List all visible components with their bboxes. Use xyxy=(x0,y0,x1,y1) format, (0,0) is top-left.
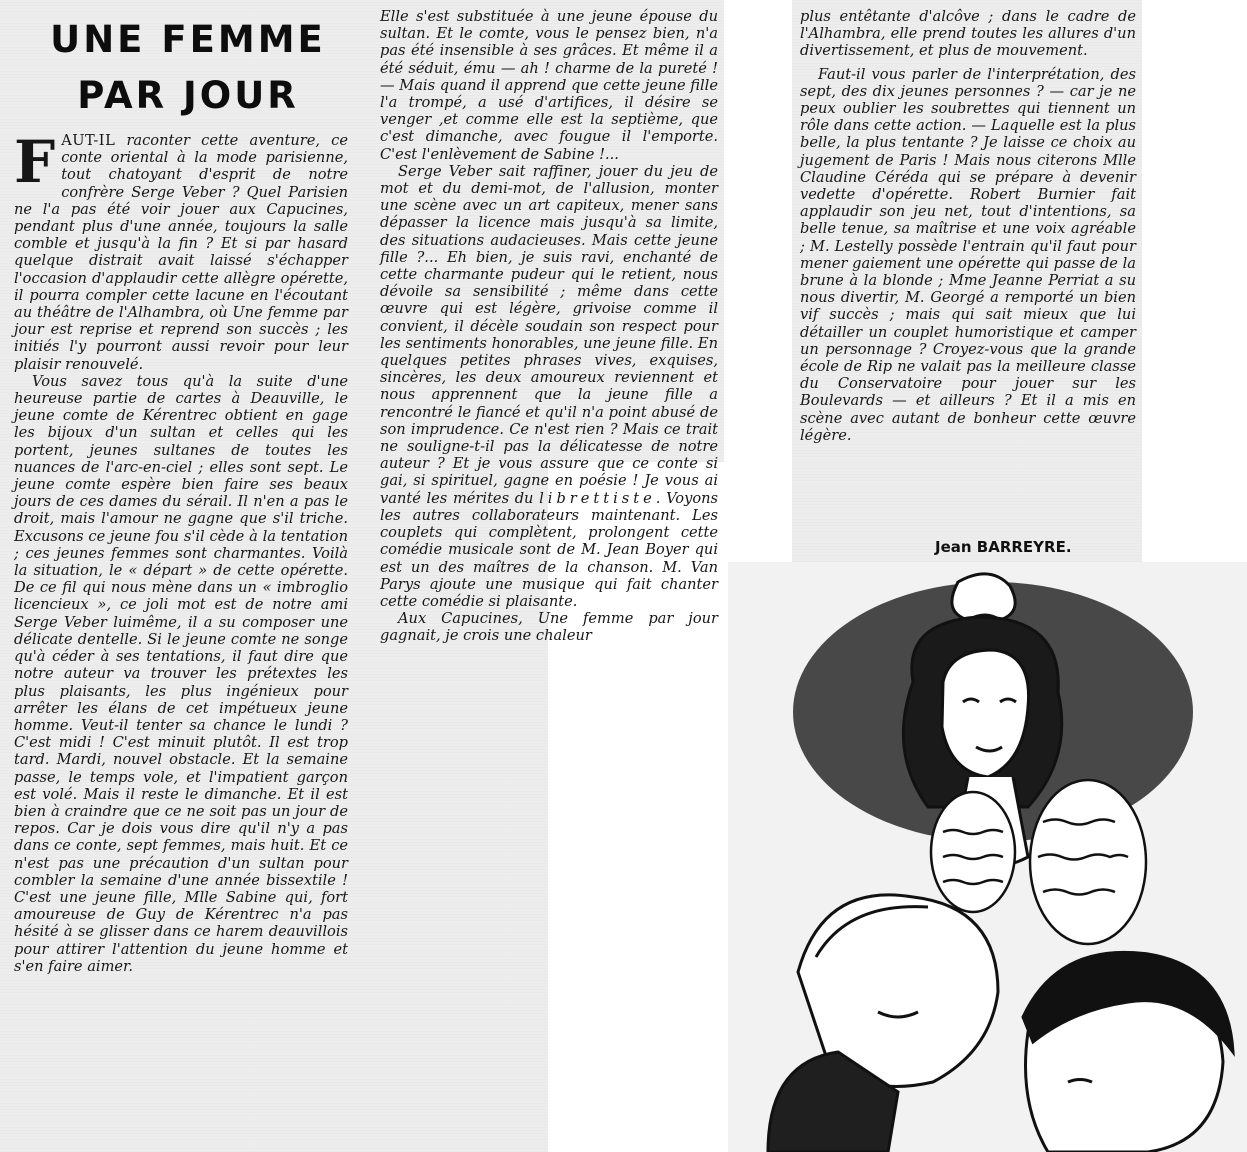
column-1-paragraph-2: Vous savez tous qu'à la suite d'une heureuse partie de cartes à Deauville, le jeune comte de Kérentrec obtient en gage les bijoux d'un sultan et celles qui les portent, jeunes sultanes de toutes les nuances de l'arc-en-ciel ; elles sont sept. Le jeune comte espère bien faire ses beaux jours de ces dames du sérail. Il n'en a pas le droit, mais l'amour ne gagne que s'il triche. Excusons ce jeune fou s'il cède à la tentation ; ces jeunes femmes sont charmantes. Voilà la situation, le « départ » de cette opérette. De ce fil qui nous mène dans un « imbroglio licencieux », ce joli mot est de notre ami Serge Veber luimême, il a su composer une délicate dentelle. Si le jeune comte ne songe qu'à céder à ses tentations, il faut dire que notre auteur va trouver les prétextes les plus plaisants, les plus ingénieux pour arrêter les élans de cet impétueux jeune homme. Veut-il tenter sa chance le lundi ? C'est midi ! C'est minuit plutôt. Il est trop tard. Mardi, nouvel obstacle. Et la semaine passe, le temps vole, et l'impatient garçon est volé. Mais il reste le dimanche. Et il est bien à craindre que ce ne soit pas un jour de repos. Car je dois vous dire qu'il n'y a pas dans ce conte, sept femmes, mais huit. Et ce n'est pas une précaution d'un sultan pour combler la semaine d'une année bissextile ! C'est une jeune fille, Mlle Sabine qui, fort amoureuse de Guy de Kérentrec n'a pas hésité à se glisser dans ce harem deauvillois pour attirer l'attention du jeune homme et s'en faire aimer. xyxy=(14,372,348,975)
librettiste-word: librettiste xyxy=(539,489,656,507)
small-mask xyxy=(931,792,1015,912)
article-column-3 xyxy=(800,8,1136,444)
article-column-2-top xyxy=(380,8,718,645)
article-column-1 xyxy=(14,128,348,975)
lead-word: AUT-IL xyxy=(61,132,116,149)
column-2-paragraph-1: Elle s'est substituée à une jeune épouse du sultan. Et le comte, vous le pensez bien, n'a pas été insensible à ses grâces. Et même il a été séduit, ému — ah ! charme de la pureté ! — Mais quand il apprend que cette jeune fille l'a trompé, a usé d'artifices, il désire se venger ,et comme elle est la septième, que c'est dimanche, avec fougue il l'emporte. C'est l'enlèvement de Sabine !... xyxy=(380,8,718,163)
column-2-paragraph-2 xyxy=(380,163,718,610)
column-1-paragraph-1 xyxy=(14,128,348,373)
large-mask xyxy=(1030,780,1146,944)
drop-cap: F xyxy=(14,128,56,196)
column-2-paragraph-2-text: Serge Veber sait raffiner, jouer du jeu de mot et du demi-mot, de l'allusion, monter une scène avec un art capiteux, mener sans dépasser la licence mais jusqu'à sa limite, des situations audacieuses. Mais cette jeune fille ?... Eh bien, je suis ravi, enchanté de cette charmante pudeur qui le retient, nous dévoile sa sensibilité ; même dans cette œuvre qui est légère, grivoise comme il convient, il décèle soudain son respect pour les sentiments honorables, une jeune fille. En quelques petites phrases vives, exquises, sincères, les deux amoureux reviennent et nous apprennent que la jeune fille a rencontré le fiancé et qu'il n'a point abusé de son imprudence. Ce n'est rien ? Mais ce trait ne souligne-t-il pas la délicatesse de notre auteur ? Et je vous assure que ce conte si gai, si spirituel, gagne en poésie ! Je vous ai vanté les mérites du xyxy=(380,162,718,507)
column-3-paragraph-1: plus entêtante d'alcôve ; dans le cadre de l'Alhambra, elle prend toutes les allures d'un divertissement, et plus de mouvement. xyxy=(800,8,1136,60)
column-3-paragraph-2: Faut-il vous parler de l'interprétation, des sept, des dix jeunes personnes ? — car je ne peux oublier les soubrettes qui tiennent un rôle dans cette action. — Laquelle est la plus belle, la plus tentante ? Je laisse ce choix au jugement de Paris ! Mais nous citerons Mlle Claudine Céréda qui se prépare à devenir vedette d'opérette. Robert Burnier fait applaudir son jeu net, tout d'intentions, sa belle tenue, sa maîtrise et une voix agréable ; M. Lestelly possède l'entrain qu'il faut pour mener gaiement une opérette qui passe de la brune à la blonde ; Mme Jeanne Perriat a su nous divertir, M. Georgé a remporté un bien vif succès ; mais qui sait mieux que lui détailler un couplet humoristique et camper un personnage ? Croyez-vous que la grande école de Rip ne valait pas la meilleure classe du Conservatoire pour jouer sur les Boulevards — et ailleurs ? Et il a mis en scène avec autant de bonheur cette œuvre légère. xyxy=(800,65,1136,444)
column-2-paragraph-3: Aux Capucines, Une femme par jour gagnait, je crois une chaleur xyxy=(380,610,718,645)
title-line-1: UNE FEMME xyxy=(50,18,326,61)
column-2-paragraph-2-end: . Voyons les autres collaborateurs maintenant. Les couplets qui complètent, prolongent cette comédie musicale sont de M. Jean Boyer qui est un des maîtres de la chanson. M. Van Parys ajoute une musique qui fait chanter cette comédie si plaisante. xyxy=(380,489,718,610)
column-1-paragraph-1-text: raconter cette aventure, ce conte oriental à la mode parisienne, tout chatoyant d'esprit de notre confrère Serge Veber ? Quel Parisien ne l'a pas été voir jouer aux Capucines, pendant plus d'une année, toujours la salle comble et jusqu'à la fin ? Et si par hasard quelque distrait avait laissé s'échapper l'occasion d'applaudir cette allègre opérette, il pourra compler cette lacune en l'écoutant au théâtre de l'Alhambra, où Une femme par jour est reprise et reprend son succès ; les initiés l'y pourront aussi revoir pour leur plaisir renouvelé. xyxy=(14,132,348,373)
title-line-2: PAR JOUR xyxy=(77,74,299,117)
author-signature: Jean BARREYRE. xyxy=(935,538,1072,556)
man-2-figure xyxy=(1023,952,1233,1152)
hair-bow xyxy=(952,574,1015,620)
caricature-illustration xyxy=(728,562,1247,1152)
article-title xyxy=(12,12,364,124)
